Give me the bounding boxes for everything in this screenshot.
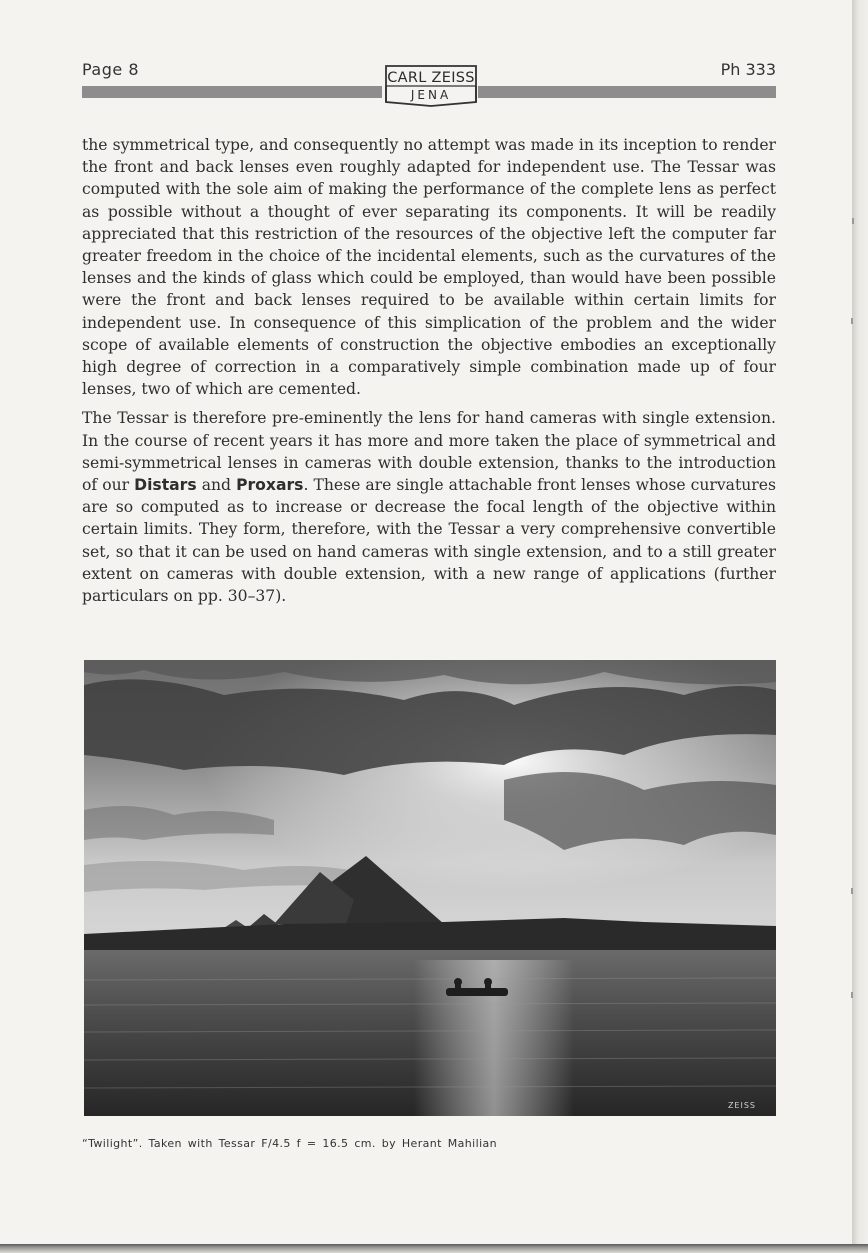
paragraph-2	[82, 407, 776, 607]
logo-text-top: CARL ZEISS	[387, 70, 475, 86]
logo-text-bottom: JENA	[410, 88, 452, 102]
paragraph-1: the symmetrical type, and consequently no attempt was made in its inception to render the front and back lenses even roughly adapted for independent use. The Tessar was computed with the sole aim of making the performance of the complete lens as perfect as possible without a thought of ever separating its components. It will be readily appreciated that this restriction of the resources of the objective left the computer far greater freedom in the choice of the incidental elements, such as the curvatures of the lenses and the kinds of glass which could be employed, than would have been possible were the front and back lenses required to be available within certain limits for independent use. In consequence of this simplication of the problem and the wider scope of available elements of construction the objective embodies an exceptionally high degree of correction in a comparatively simple combination made up of four lenses, two of which are cemented.	[82, 136, 776, 399]
photo-watermark: ZEISS	[727, 1101, 756, 1110]
photo-caption: “Twilight”. Taken with Tessar F/4.5 f = 16.5 cm. by Herant Mahilian	[82, 1137, 498, 1150]
twilight-photograph	[84, 660, 776, 1116]
distars-term: Distars	[134, 476, 197, 495]
carl-zeiss-jena-logo	[384, 62, 478, 110]
page-edge-right	[852, 0, 868, 1253]
header-rule-left	[82, 86, 382, 98]
page-edge-bottom	[0, 1244, 868, 1253]
scan-mark	[852, 218, 854, 224]
scan-mark	[851, 318, 853, 324]
header-rule-right	[478, 86, 776, 98]
scan-mark	[851, 888, 853, 894]
paragraph-2-text: The Tessar is therefore pre-eminently the lens for hand cameras with single extension. In the course of recent years it has more and more taken the place of symmetrical and semi-symmetrical lenses in cameras with double extension, thanks to the introduction of our	[82, 409, 776, 495]
body-text	[82, 134, 776, 614]
page-number: Page 8	[82, 60, 139, 79]
scan-mark	[851, 992, 853, 998]
paragraph-2-text: . These are single attachable front lenses whose curvatures are so computed as to increase or decrease the focal length of the objective within certain limits. They form, therefore, with the Tessar a very comprehensive convertible set, so that it can be used on hand cameras with single extension, and to a still greater extent on cameras with double extension, with a new range of applications (further particulars on pp. 30–37).	[82, 476, 776, 606]
document-reference: Ph 333	[720, 60, 776, 79]
paragraph-2-text: and	[196, 476, 237, 495]
proxars-term: Proxars	[236, 476, 304, 495]
